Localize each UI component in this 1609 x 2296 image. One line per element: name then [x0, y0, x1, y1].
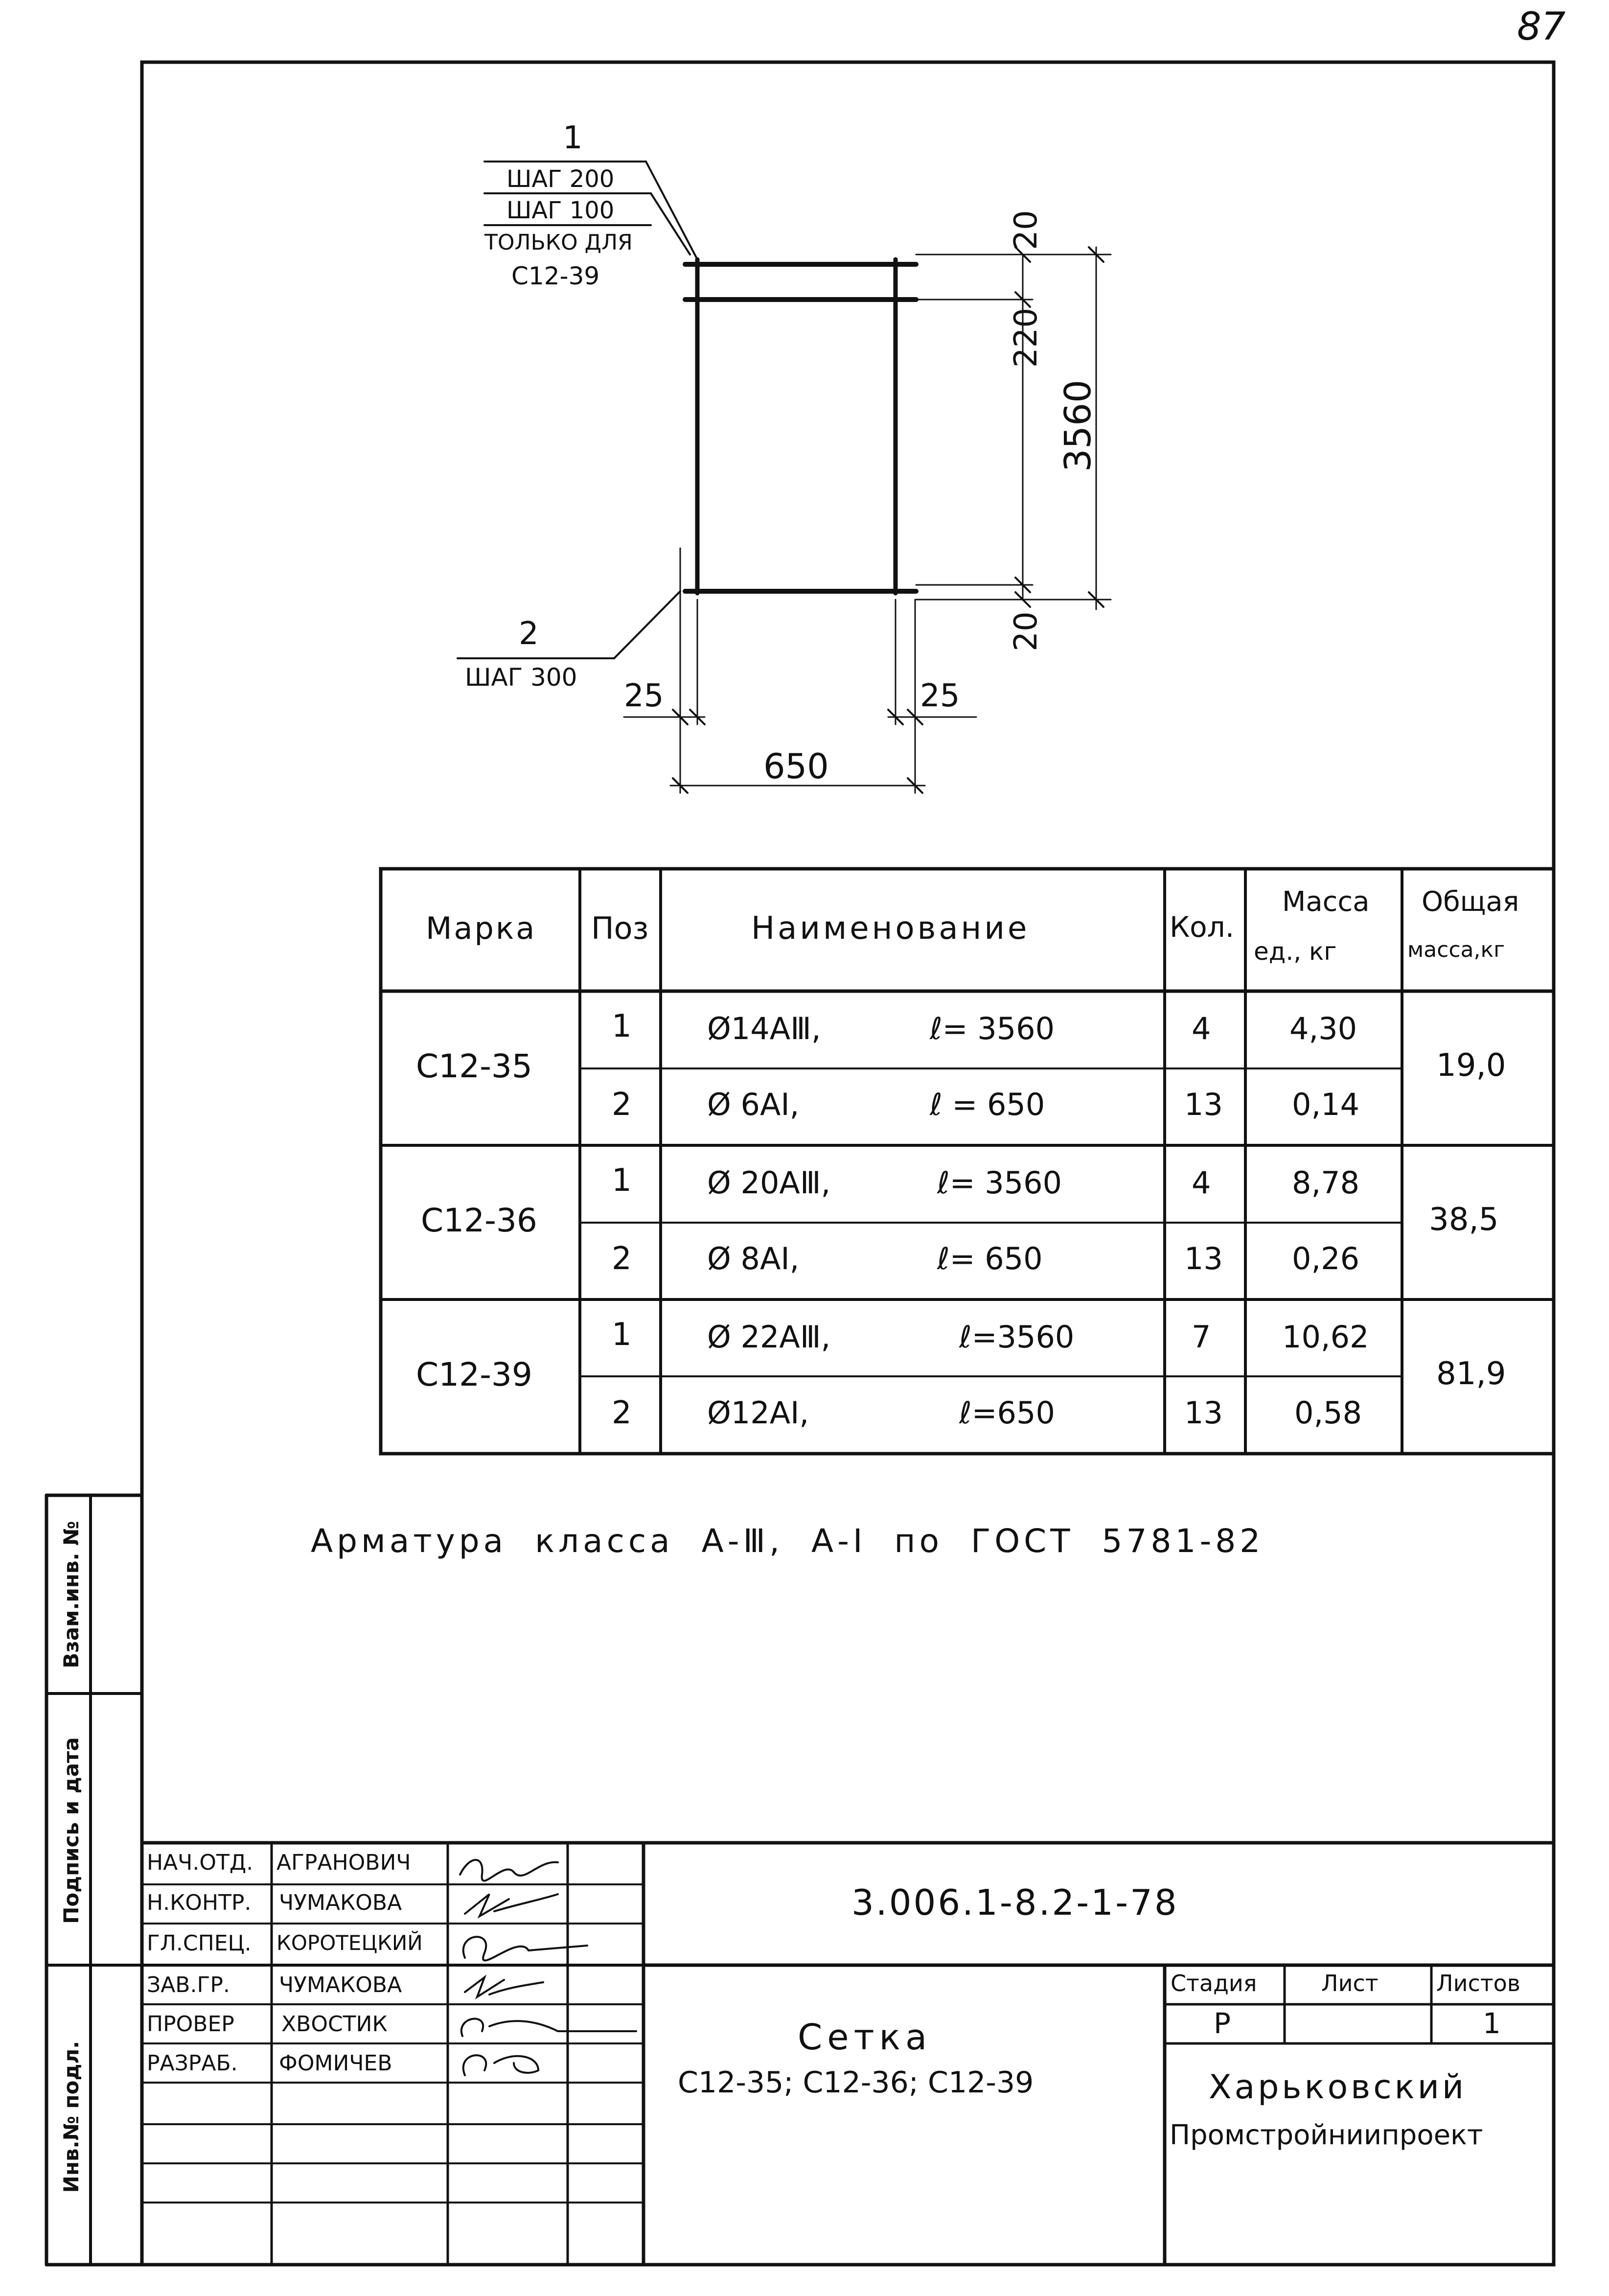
row-length: ℓ = 650	[930, 1087, 1045, 1122]
signatory-role: НАЧ.ОТД.	[147, 1850, 253, 1875]
callout2-step: ШАГ 300	[465, 663, 577, 692]
header-name: Наименование	[751, 910, 1030, 947]
row-pos: 1	[612, 1162, 632, 1199]
signatory-role: ПРОВЕР	[147, 2012, 234, 2037]
callout1-step: ШАГ 200	[506, 165, 615, 193]
signatory-name: ФОМИЧЕВ	[279, 2051, 392, 2076]
callout2-pos: 2	[519, 616, 539, 652]
row-pos: 1	[612, 1317, 632, 1353]
stage-label: Стадия	[1171, 1970, 1257, 1996]
row-diam: Ø 20АⅢ,	[707, 1165, 831, 1201]
title-line-1: Сетка	[798, 2017, 932, 2058]
signatory-name: КОРОТЕЦКИЙ	[276, 1931, 423, 1955]
row-pos: 2	[612, 1241, 632, 1277]
row-length: ℓ= 3560	[930, 1011, 1055, 1046]
group-total: 19,0	[1436, 1047, 1506, 1084]
group-mark: С12-35	[416, 1047, 532, 1085]
row-qty: 7	[1192, 1319, 1211, 1355]
sheet-label: Лист	[1321, 1970, 1379, 1996]
row-mass: 0,14	[1292, 1087, 1360, 1122]
row-mass: 10,62	[1282, 1319, 1369, 1355]
doc-code: 3.006.1-8.2-1-78	[851, 1882, 1179, 1923]
dim-top-offset: 20	[1008, 210, 1044, 250]
dim-width: 650	[763, 746, 829, 787]
org-line-1: Харьковский	[1209, 2068, 1467, 2107]
row-qty: 13	[1184, 1087, 1223, 1122]
row-qty: 13	[1184, 1395, 1223, 1431]
group-total: 38,5	[1429, 1202, 1499, 1238]
row-length: ℓ= 3560	[937, 1165, 1062, 1201]
header-mass-unit-2: ед., кг	[1254, 937, 1337, 966]
row-length: ℓ= 650	[937, 1241, 1043, 1276]
title-line-2: С12-35; С12-36; С12-39	[678, 2065, 1034, 2100]
row-qty: 4	[1192, 1165, 1211, 1201]
header-mark: Марка	[426, 910, 537, 946]
reinforcement-note: Арматура класса А-Ⅲ, А-I по ГОСТ 5781-82	[311, 1522, 1264, 1560]
stage-value: Р	[1214, 2007, 1231, 2040]
row-pos: 2	[612, 1087, 632, 1123]
row-diam: Ø 6АI,	[707, 1087, 800, 1122]
signatory-role: ЗАВ.ГР.	[147, 1972, 230, 1997]
side-stamp-labels	[59, 1521, 83, 2193]
header-mass-unit-1: Масса	[1282, 886, 1370, 918]
dim-first-step: 220	[1008, 307, 1044, 368]
row-pos: 1	[612, 1008, 632, 1044]
row-diam: Ø 8АI,	[707, 1241, 800, 1276]
signatory-name: ЧУМАКОВА	[279, 1972, 402, 1997]
row-mass: 0,58	[1294, 1395, 1362, 1431]
group-mark: С12-39	[416, 1356, 532, 1393]
signatory-name: ЧУМАКОВА	[279, 1890, 402, 1915]
dim-total-length: 3560	[1057, 379, 1099, 472]
group-total: 81,9	[1436, 1356, 1506, 1392]
spec-table-grid	[381, 869, 1554, 1454]
row-length: ℓ=3560	[959, 1319, 1075, 1355]
dim-right-overhang: 25	[920, 678, 960, 714]
callout1-mark: С12-39	[511, 262, 600, 290]
group-mark: С12-36	[421, 1202, 537, 1239]
row-length: ℓ=650	[959, 1395, 1055, 1431]
header-qty: Кол.	[1170, 910, 1235, 944]
dim-bottom-offset: 20	[1008, 611, 1044, 651]
row-qty: 4	[1192, 1011, 1211, 1046]
signatory-role: РАЗРАБ.	[147, 2051, 238, 2076]
org-line-2: Промстройниипроект	[1170, 2119, 1483, 2151]
stamp-vzam-inv: Взам.инв. №	[59, 1521, 83, 1669]
callout1-only-for: ТОЛЬКО ДЛЯ	[484, 230, 633, 255]
callout1-step-alt: ШАГ 100	[506, 197, 615, 224]
row-qty: 13	[1184, 1241, 1223, 1276]
signatory-role: Н.КОНТР.	[147, 1890, 252, 1915]
header-total-2: масса,кг	[1407, 937, 1505, 962]
header-total-1: Общая	[1422, 886, 1519, 918]
signatory-name: ХВОСТИК	[281, 2012, 388, 2037]
row-mass: 4,30	[1289, 1011, 1357, 1046]
sheets-label: Листов	[1436, 1970, 1520, 1996]
header-pos: Поз	[591, 910, 649, 946]
signatory-role: ГЛ.СПЕЦ.	[147, 1931, 252, 1956]
row-mass: 8,78	[1292, 1165, 1360, 1201]
stamp-podpis-data: Подпись и дата	[59, 1737, 83, 1924]
dim-left-overhang: 25	[624, 678, 664, 714]
row-pos: 2	[612, 1395, 632, 1431]
page-number: 87	[1517, 5, 1566, 49]
row-diam: Ø14АⅢ,	[707, 1011, 821, 1046]
stamp-inv-podl: Инв.№ подл.	[59, 2041, 83, 2193]
mesh-diagram	[458, 162, 1111, 793]
sheets-value: 1	[1483, 2007, 1501, 2040]
callout1-pos: 1	[563, 120, 583, 156]
row-diam: Ø 22АⅢ,	[707, 1319, 831, 1355]
row-mass: 0,26	[1292, 1241, 1360, 1276]
signatory-name: АГРАНОВИЧ	[276, 1850, 411, 1875]
row-diam: Ø12АI,	[707, 1395, 809, 1431]
